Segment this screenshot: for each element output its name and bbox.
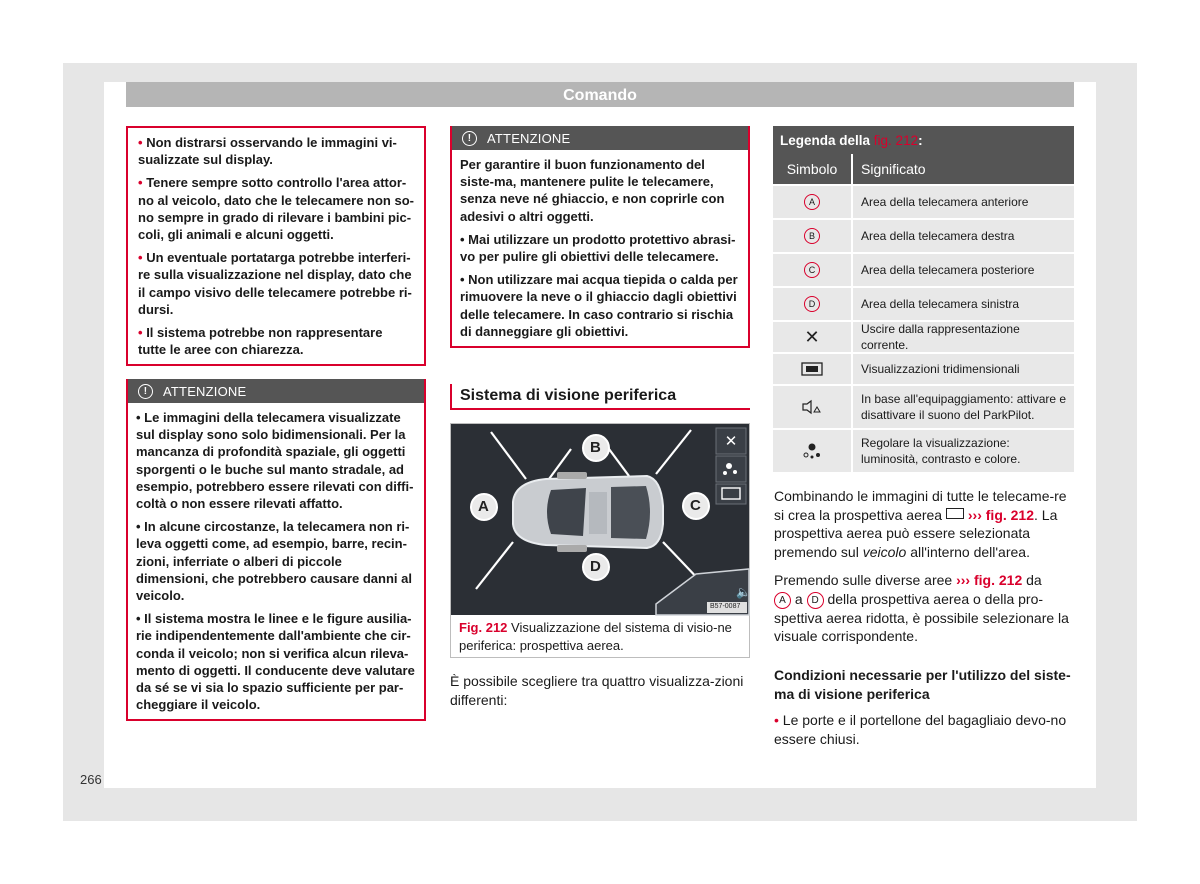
circle-d-icon: D	[804, 296, 820, 312]
warning-item: • Un eventuale portatarga potrebbe interferi-re sulla visualizzazione nel display, dato che il campo visivo delle telecamere potrebbe ri-dursi.	[138, 250, 412, 317]
p2-text-b: da	[1026, 572, 1042, 588]
circle-a-icon: A	[804, 194, 820, 210]
legend-row-text: Area della telecamera anteriore	[861, 195, 1029, 209]
attention-header	[452, 126, 748, 150]
warning-item-text: Il sistema potrebbe non rappresentare tutte le aree con chiarezza.	[138, 325, 383, 358]
attention-header	[128, 379, 424, 403]
legend-row	[773, 288, 1074, 320]
p1-italic: veicolo	[862, 543, 907, 560]
legend-title-prefix: Legenda della	[780, 133, 871, 148]
legend-row-text: Area della telecamera sinistra	[861, 297, 1020, 311]
legend-row	[773, 430, 1074, 472]
legend-row	[773, 322, 1074, 352]
warning-item: • Non distrarsi osservando le immagini vi-sualizzate sul display.	[138, 135, 397, 168]
conditions-bullet: • Le porte e il portellone del bagagliaio devo-no essere chiusi.	[774, 712, 1067, 747]
area-label-b: B	[590, 439, 601, 456]
legend-row-text: Visualizzazioni tridimensionali	[861, 362, 1020, 376]
close-icon: ✕	[804, 326, 820, 347]
area-label-c: C	[690, 497, 701, 514]
figure-code: B57-0087	[710, 603, 741, 610]
circle-d-icon: D	[807, 592, 824, 609]
p2-text-a: Premendo sulle diverse aree	[774, 572, 953, 588]
warning-continuation-box	[126, 126, 426, 366]
section-title-underline	[450, 408, 750, 410]
figure-caption	[459, 619, 743, 655]
section-title: Sistema di visione periferica	[450, 384, 750, 410]
legend-row-text: Area della telecamera destra	[861, 229, 1015, 243]
warning-item: • Tenere sempre sotto controllo l'area attor-no al veicolo, dato che le telecamere non so-no sempre in grado di rilevare i bambini pic-coli, gli animali e alcuni oggetti.	[138, 175, 414, 243]
attention-title: ATTENZIONE	[163, 383, 247, 399]
legend-col-meaning: Significato	[861, 161, 926, 177]
warning-item-text: Non distrarsi osservando le immagini vi-sualizzate sul display.	[138, 135, 397, 168]
figure-212	[450, 423, 750, 658]
legend-title-ref[interactable]: fig. 212	[873, 133, 919, 148]
page-number: 266	[80, 772, 102, 787]
attention-item-text: Il sistema mostra le linee e le figure ausilia-rie indipendentemente dall'ambiente che cir-conda il veicolo; non si verifica alcun rileva-mento di oggetti. Il conducente deve valutare da sé se vi sia lo spazio sufficiente per par-cheggiare il veicolo.	[136, 611, 415, 713]
exclamation-icon: !	[138, 384, 153, 399]
conditions-bullet-text: Le porte e il portellone del bagagliaio devo-no essere chiusi.	[774, 712, 1067, 747]
figure-caption-text: Visualizzazione del sistema di visio-ne periferica: prospettiva aerea.	[459, 620, 732, 653]
exclamation-icon: !	[462, 131, 477, 146]
fig-ref: fig. 212	[985, 506, 1035, 523]
page-header: Comando	[126, 82, 1074, 107]
legend-row	[773, 186, 1074, 218]
speaker-icon	[801, 399, 823, 415]
legend-row-text: Uscire dalla rappresentazione corrente.	[861, 322, 1020, 352]
svg-text:🔈: 🔈	[736, 585, 751, 599]
camera-screen	[451, 424, 749, 615]
circle-b-icon: B	[804, 228, 820, 244]
right-paragraph-1	[774, 487, 1074, 561]
warning-item: • Il sistema potrebbe non rappresentare tutte le aree con chiarezza.	[138, 325, 383, 358]
3d-view-inline-icon	[946, 508, 964, 519]
legend-row-text: In base all'equipaggiamento: attivare e disattivare il suono del ParkPilot.	[861, 392, 1067, 422]
attention-item: • Non utilizzare mai acqua tiepida o calda per rimuovere la neve o il ghiaccio dagli obiettivi delle telecamere. In caso contrario si rischia di danneggiare gli obiettivi.	[460, 272, 738, 339]
legend-row-text: Regolare la visualizzazione: luminosità, contrasto e colore.	[861, 436, 1021, 466]
attention-item-text: Non utilizzare mai acqua tiepida o calda per rimuovere la neve o il ghiaccio dagli obiettivi delle telecamere. In caso contrario si rischia di danneggiare gli obiettivi.	[460, 272, 738, 339]
attention-item: • Il sistema mostra le linee e le figure ausilia-rie indipendentemente dall'ambiente che cir-conda il veicolo; non si verifica alcun rileva-mento di oggetti. Il conducente deve valutare da sé se vi sia lo spazio sufficiente per par-cheggiare il veicolo.	[136, 611, 415, 713]
circle-c-icon: C	[804, 262, 820, 278]
warning-item-text: Tenere sempre sotto controllo l'area attor-no al veicolo, dato che le telecamere non so-no sempre in grado di rilevare i bambini pic-coli, gli animali e alcuni oggetti.	[138, 175, 414, 243]
legend-row-text: Area della telecamera posteriore	[861, 263, 1035, 277]
fig-ref: fig. 212	[974, 572, 1023, 588]
conditions-heading: Condizioni necessarie per l'utilizzo del siste-ma di visione periferica	[774, 667, 1071, 702]
p1-text-c: all'interno dell'area.	[910, 543, 1030, 560]
legend-row	[773, 220, 1074, 252]
right-paragraph-2	[774, 571, 1074, 646]
legend-header-row	[773, 154, 1074, 184]
middle-paragraph: È possibile scegliere tra quattro visualizza-zioni differenti:	[450, 673, 744, 708]
car-top-view	[513, 472, 663, 552]
attention-item: • Mai utilizzare un prodotto protettivo abrasi-vo per pulire gli obiettivi delle telecamere.	[460, 231, 736, 265]
attention-intro: Per garantire il buon funzionamento del siste-ma, mantenere pulite le telecamere, senza neve né ghiaccio, e non coprirle con adesivi o altri oggetti.	[460, 157, 725, 224]
attention-title: ATTENZIONE	[487, 130, 571, 146]
area-label-d: D	[590, 558, 601, 575]
attention-item: • In alcune circostanze, la telecamera non ri-leva oggetti come, ad esempio, barre, recin-zioni, inferriate o alberi di piccole dimensioni, che potrebbero causare danni al veicolo.	[136, 519, 412, 604]
attention-body	[452, 150, 748, 346]
p2-text-c: a	[794, 590, 803, 607]
attention-item-text: In alcune circostanze, la telecamera non ri-leva oggetti come, ad esempio, barre, recin-zioni, inferriate o alberi di piccole dimensioni, che potrebbero causare danni al veicolo.	[136, 519, 412, 604]
attention-item: • Le immagini della telecamera visualizzate sul display sono solo bidimensionali. Per la mancanza di profondità spaziale, gli oggetti sporgenti o le buche sul manto stradale, ad esempio, potrebbero essere rilevati con diffi-coltà o non essere rilevati affatto.	[136, 410, 414, 512]
attention-body	[128, 403, 424, 719]
legend-col-symbol: Simbolo	[773, 154, 853, 184]
attention-item-text: Le immagini della telecamera visualizzate sul display sono solo bidimensionali. Per la mancanza di profondità spaziale, gli oggetti sporgenti o le buche sul manto stradale, ad esempio, potrebbero essere rilevati con diffi-coltà o non essere rilevati affatto.	[136, 410, 414, 512]
brightness-icon	[801, 442, 823, 460]
3d-view-icon	[801, 362, 823, 376]
legend-title-suffix: :	[918, 133, 923, 148]
legend-row	[773, 254, 1074, 286]
svg-text:✕: ✕	[724, 433, 738, 450]
p1-text-a: Combinando le immagini di tutte le telecame-re si crea la prospettiva aerea	[774, 488, 1067, 523]
legend-table	[773, 126, 1074, 472]
p1-text-b: . La prospettiva aerea può essere selezionata premendo sul	[774, 506, 1058, 560]
fig-link[interactable]: ››› fig. 212	[967, 506, 1035, 523]
legend-row	[773, 386, 1074, 428]
warning-item-text: Un eventuale portatarga potrebbe interferi-re sulla visualizzazione nel display, dato che il campo visivo delle telecamere potrebbe ri-dursi.	[138, 250, 412, 317]
figure-ref: Fig. 212	[459, 620, 508, 635]
area-label-a: A	[478, 498, 489, 515]
p2-text-d: della prospettiva aerea o della pro-spettiva aerea ridotta, è possibile selezionare la visuale corrispondente.	[774, 590, 1069, 644]
attention-box-left	[126, 379, 426, 721]
legend-title	[773, 126, 1074, 154]
attention-item-text: Mai utilizzare un prodotto protettivo abrasi-vo per pulire gli obiettivi delle telecamere.	[460, 231, 736, 265]
legend-row	[773, 354, 1074, 384]
attention-box-middle	[450, 126, 750, 348]
fig-link[interactable]: ››› fig. 212	[956, 572, 1023, 588]
circle-a-icon: A	[774, 592, 791, 609]
